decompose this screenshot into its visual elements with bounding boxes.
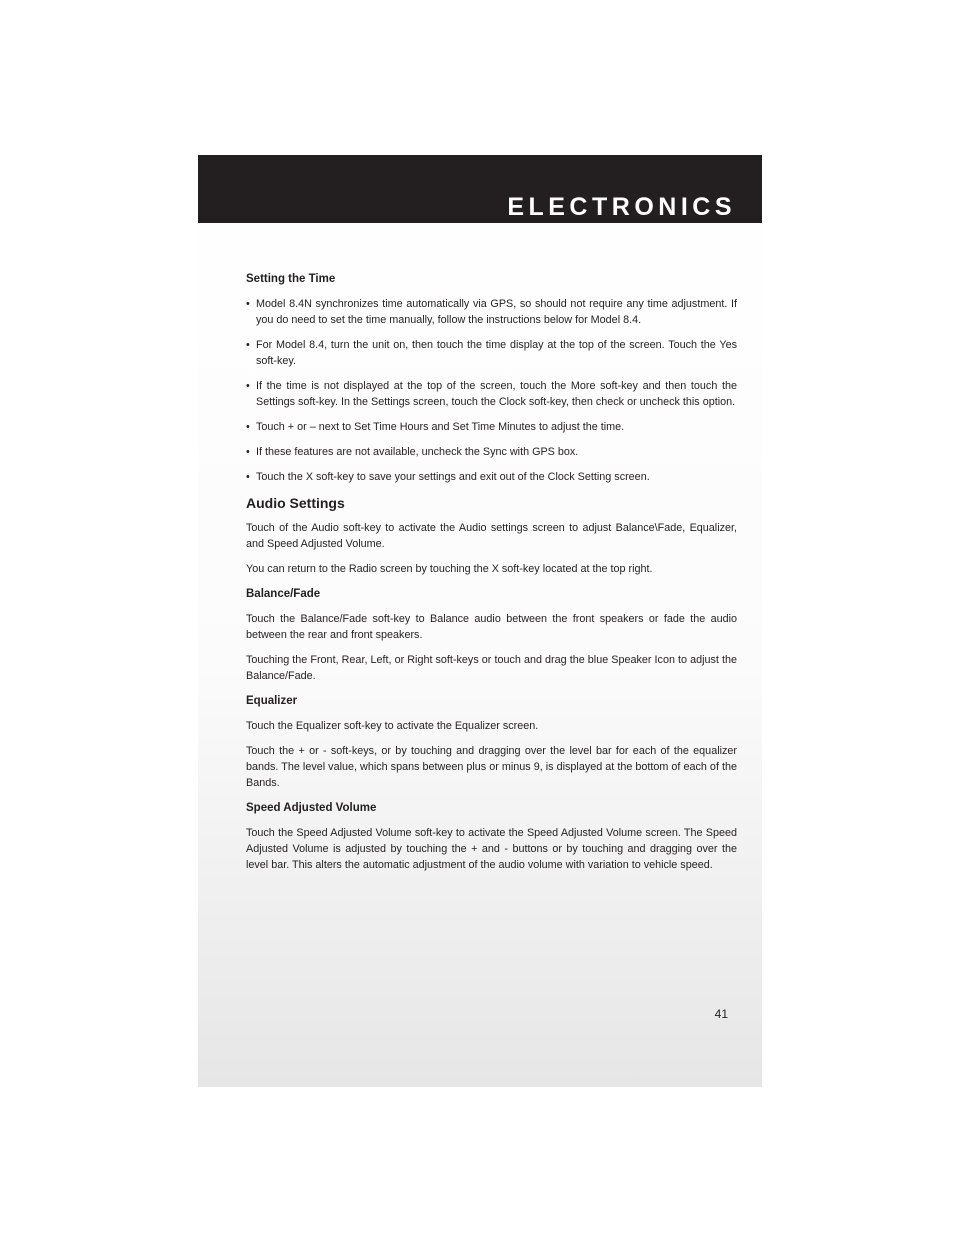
- setting-time-heading: Setting the Time: [246, 273, 336, 285]
- audio-settings-paragraph: Touch of the Audio soft-key to activate the Audio settings screen to adjust Balance\Fade, Equalizer, and Speed Adjusted Volume.: [246, 522, 737, 550]
- equalizer-paragraph: Touch the + or - soft-keys, or by touching and dragging over the level bar for each of the equalizer bands. The level value, which spans between plus or minus 9, is displayed at the bottom of each of the Bands.: [246, 745, 737, 789]
- bullet-icon: •: [246, 298, 250, 310]
- bullet-icon: •: [246, 446, 250, 458]
- manual-page: [198, 155, 762, 1087]
- list-item: [246, 469, 737, 485]
- list-item-text: Model 8.4N synchronizes time automatically via GPS, so should not require any time adjustment. If you do need to set the time manually, follow the instructions below for Model 8.4.: [256, 298, 737, 326]
- list-item: [246, 444, 737, 460]
- page-number: 41: [714, 1007, 728, 1021]
- list-item: [246, 337, 737, 369]
- bullet-icon: •: [246, 380, 250, 392]
- balance-fade-paragraph: Touching the Front, Rear, Left, or Right soft-keys or touch and drag the blue Speaker Icon to adjust the Balance/Fade.: [246, 654, 737, 682]
- list-item-text: Touch + or – next to Set Time Hours and Set Time Minutes to adjust the time.: [256, 421, 625, 433]
- bullet-icon: •: [246, 339, 250, 351]
- audio-settings-heading: Audio Settings: [246, 495, 345, 511]
- list-item-text: For Model 8.4, turn the unit on, then touch the time display at the top of the screen. Touch the Yes soft-key.: [256, 339, 737, 367]
- balance-fade-heading: Balance/Fade: [246, 588, 321, 600]
- bullet-icon: •: [246, 471, 250, 483]
- speed-adjusted-volume-paragraph: Touch the Speed Adjusted Volume soft-key to activate the Speed Adjusted Volume screen. The Speed Adjusted Volume is adjusted by touching the + and - buttons or by touching and dragging over the level bar. This alters the automatic adjustment of the audio volume with variation to vehicle speed.: [246, 827, 737, 871]
- section-title: ELECTRONICS: [507, 193, 736, 221]
- section-header-bar: [198, 155, 762, 223]
- list-item: [246, 296, 737, 328]
- list-item: [246, 419, 737, 435]
- setting-time-list: [246, 296, 737, 485]
- bullet-icon: •: [246, 421, 250, 433]
- list-item-text: Touch the X soft-key to save your settings and exit out of the Clock Setting screen.: [256, 471, 650, 483]
- list-item-text: If these features are not available, uncheck the Sync with GPS box.: [256, 446, 579, 458]
- speed-adjusted-volume-heading: Speed Adjusted Volume: [246, 802, 377, 814]
- balance-fade-paragraph: Touch the Balance/Fade soft-key to Balance audio between the front speakers or fade the audio between the rear and front speakers.: [246, 613, 737, 641]
- page-content: [246, 271, 737, 882]
- equalizer-paragraph: Touch the Equalizer soft-key to activate the Equalizer screen.: [246, 720, 539, 732]
- audio-settings-paragraph: You can return to the Radio screen by touching the X soft-key located at the top right.: [246, 563, 653, 575]
- equalizer-heading: Equalizer: [246, 695, 298, 707]
- list-item-text: If the time is not displayed at the top of the screen, touch the More soft-key and then touch the Settings soft-key. In the Settings screen, touch the Clock soft-key, then check or uncheck this option.: [256, 380, 737, 408]
- list-item: [246, 378, 737, 410]
